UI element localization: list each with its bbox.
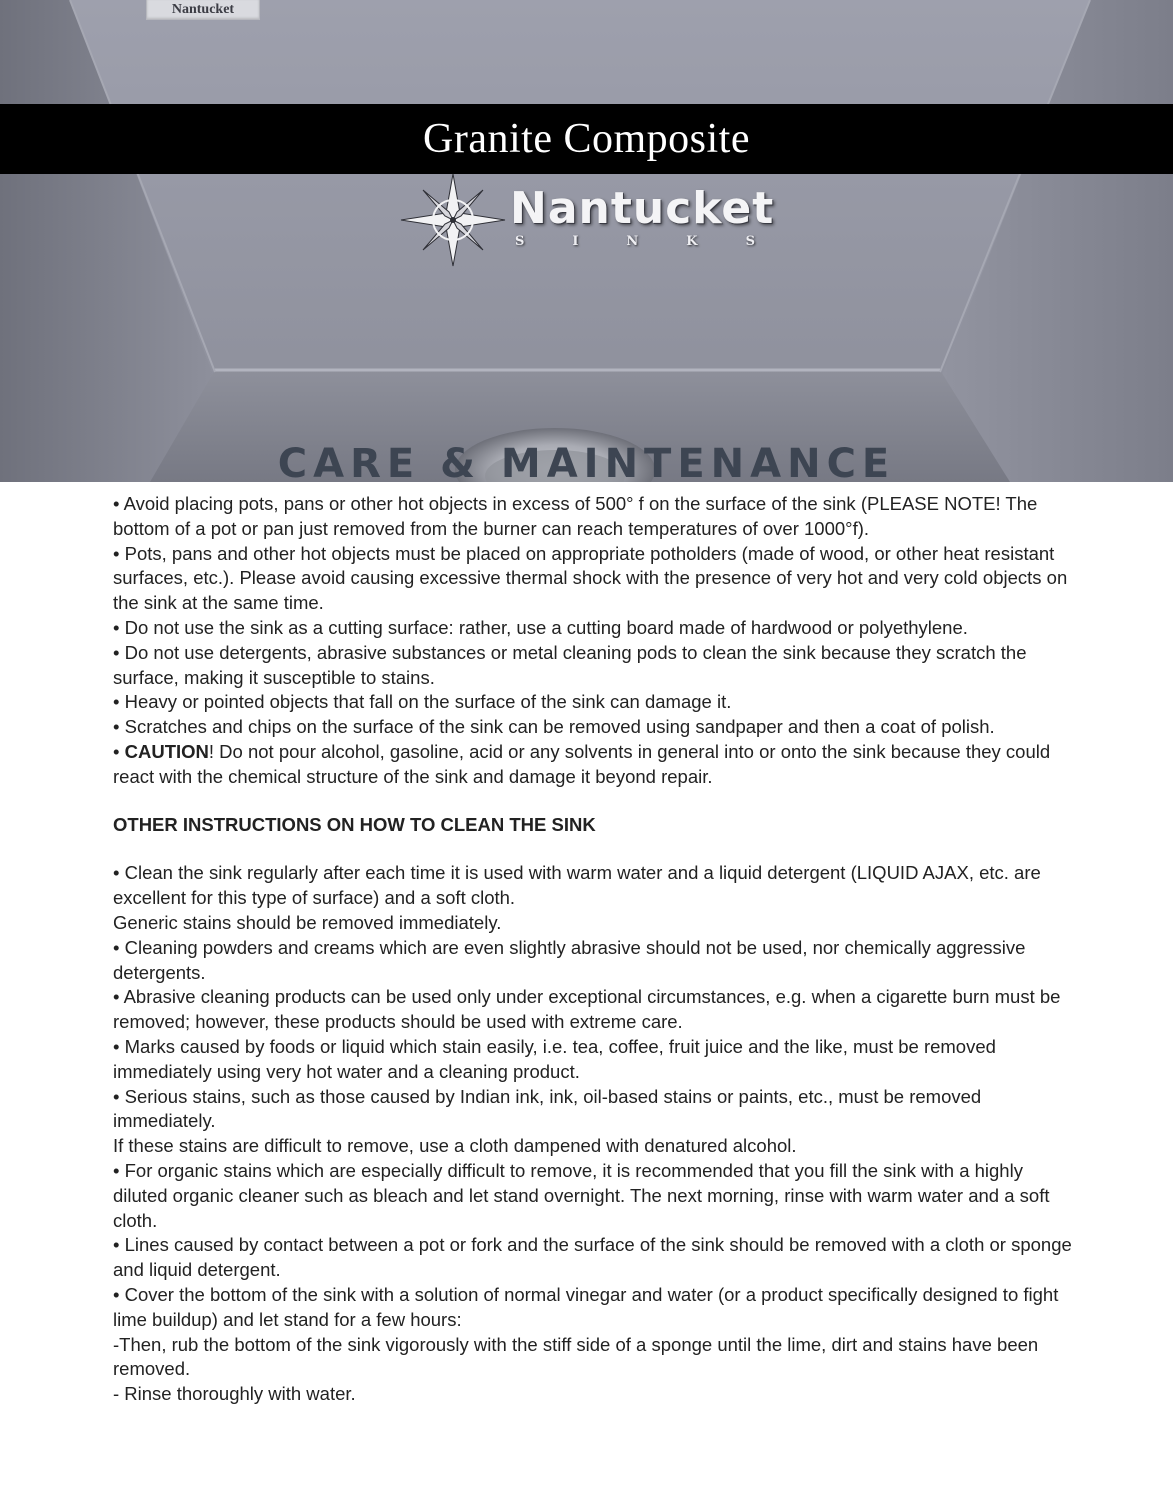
- caution-text: ! Do not pour alcohol, gasoline, acid or any solvents in general into or onto the sink because they could react with the chemical structure of the sink and damage it beyond repair.: [113, 740, 1051, 787]
- caution-item: [113, 740, 1073, 790]
- logo-sub-letter: I: [572, 234, 579, 249]
- header-photo: [0, 0, 1173, 482]
- cleaning-item: • Cleaning powders and creams which are even slightly abrasive should not be used, nor chemically aggressive detergents.: [113, 936, 1026, 983]
- caution-bullet: •: [113, 740, 125, 762]
- caution-label: CAUTION: [124, 740, 209, 762]
- logo-sub-letter: S: [515, 234, 525, 249]
- cleaning-item: -Then, rub the bottom of the sink vigorously with the stiff side of a sponge until the lime, dirt and stains have been removed.: [113, 1333, 1039, 1380]
- care-item: • Do not use detergents, abrasive substances or metal cleaning pods to clean the sink because they scratch the surface, making it susceptible to stains.: [113, 641, 1027, 688]
- cleaning-item: • Cover the bottom of the sink with a solution of normal vinegar and water (or a product specifically designed to fight lime buildup) and let stand for a few hours:: [113, 1283, 1059, 1330]
- compass-rose-icon: [398, 170, 508, 270]
- page-title: Granite Composite: [423, 116, 750, 162]
- logo-sub-letter: K: [686, 234, 698, 249]
- care-item: • Do not use the sink as a cutting surface: rather, use a cutting board made of hardwood or polyethylene.: [113, 616, 968, 638]
- cleaning-item: - Rinse thoroughly with water.: [113, 1383, 356, 1405]
- cleaning-item: • Marks caused by foods or liquid which stain easily, i.e. tea, coffee, fruit juice and the like, must be removed immediately using very hot water and a cleaning product.: [113, 1035, 996, 1082]
- other-instructions-heading: OTHER INSTRUCTIONS ON HOW TO CLEAN THE SINK: [113, 813, 596, 835]
- cleaning-item: • For organic stains which are especially difficult to remove, it is recommended that you fill the sink with a highly diluted organic cleaner such as bleach and let stand overnight. The next morning, rinse with warm water and a soft cloth.: [113, 1159, 1050, 1231]
- cleaning-item: • Serious stains, such as those caused by Indian ink, ink, oil-based stains or paints, etc., must be removed immediately.: [113, 1085, 982, 1132]
- logo-sub-letter: S: [745, 234, 755, 249]
- logo-wordmark: Nantucket: [510, 183, 775, 234]
- cleaning-item: If these stains are difficult to remove, use a cloth dampened with denatured alcohol.: [113, 1135, 797, 1157]
- care-item: • Avoid placing pots, pans or other hot objects in excess of 500° f on the surface of the sink (PLEASE NOTE! The bottom of a pot or pan just removed from the burner can reach temperatures of over 1000°f).: [113, 493, 1038, 539]
- cleaning-item: • Clean the sink regularly after each time it is used with warm water and a liquid detergent (LIQUID AJAX, etc. are excellent for this type of surface) and a soft cloth.: [113, 862, 1041, 909]
- care-item: • Scratches and chips on the surface of the sink can be removed using sandpaper and then a coat of polish.: [113, 716, 995, 738]
- cleaning-item: • Abrasive cleaning products can be used only under exceptional circumstances, e.g. when a cigarette burn must be removed; however, these products should be used with extreme care.: [113, 986, 1061, 1033]
- brand-stamp: Nantucket: [146, 0, 260, 20]
- care-item: • Heavy or pointed objects that fall on the surface of the sink can damage it.: [113, 691, 732, 713]
- brand-logo: [398, 170, 775, 270]
- logo-sub-letter: N: [626, 234, 639, 249]
- care-maintenance-heading: CARE & MAINTENANCE: [277, 441, 896, 482]
- care-item: • Pots, pans and other hot objects must be placed on appropriate potholders (made of wood, or other heat resistant surfaces, etc.). Please avoid causing excessive thermal shock with the presence of very hot and very cold objects on the sink at the same time.: [113, 542, 1068, 614]
- care-instructions: [113, 492, 1073, 1407]
- logo-subtitle: [515, 234, 755, 249]
- cleaning-item: • Lines caused by contact between a pot or fork and the surface of the sink should be removed with a cloth or sponge and liquid detergent.: [113, 1234, 1072, 1281]
- title-band: [0, 104, 1173, 174]
- cleaning-item: Generic stains should be removed immediately.: [113, 911, 502, 933]
